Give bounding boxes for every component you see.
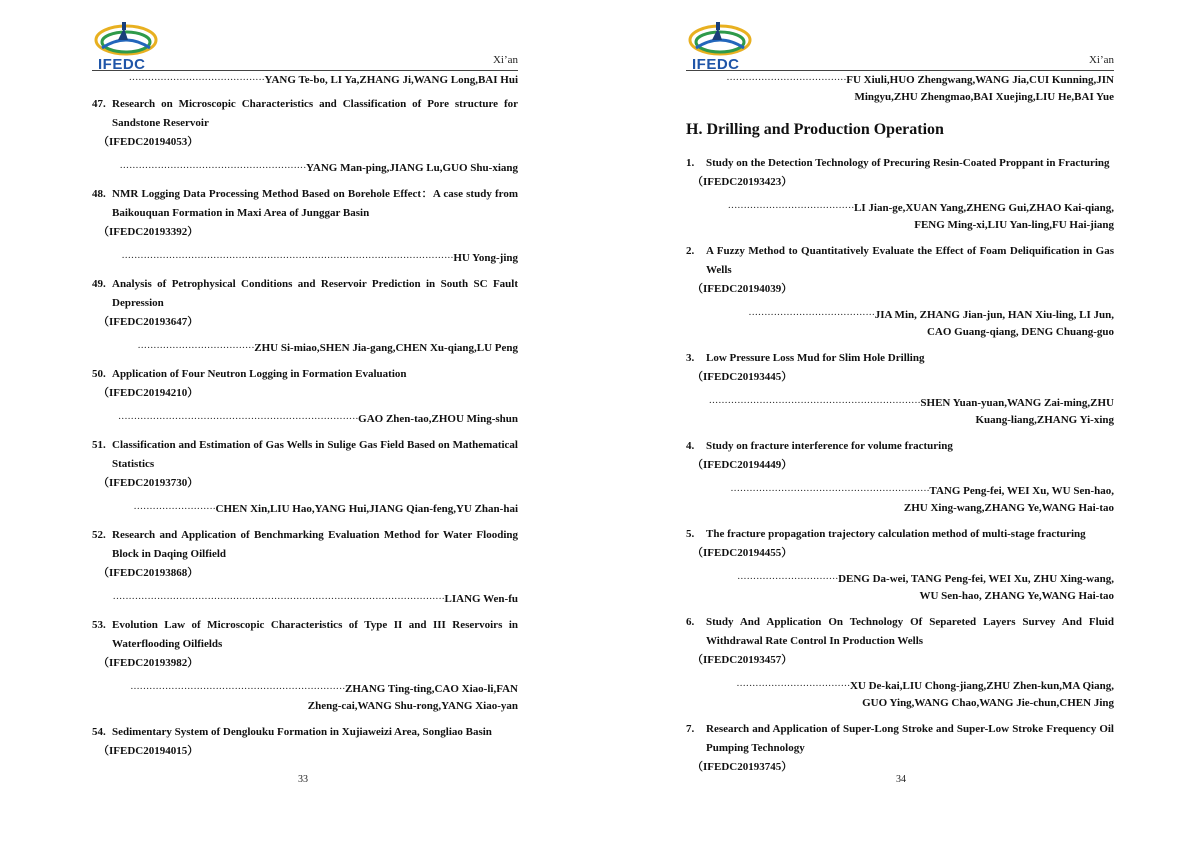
author-names: GAO Zhen-tao,ZHOU Ming-shun: [358, 413, 518, 425]
leader-dots: ·········································································································: [121, 252, 454, 264]
entry-title: [92, 616, 518, 654]
author-line: [686, 412, 1114, 429]
author-names: YANG Man-ping,JIANG Lu,GUO Shu-xiang: [305, 162, 518, 174]
entry-title: [686, 154, 1114, 173]
author-line: [92, 698, 518, 715]
entry: [686, 525, 1114, 605]
entry-number: 47.: [92, 98, 106, 110]
entry-code: （IFEDC20193423）: [692, 176, 793, 188]
entry-code: （IFEDC20193730）: [98, 477, 199, 489]
entry-title-text: Low Pressure Loss Mud for Slim Hole Drilling: [706, 352, 925, 364]
author-names: ZHU Xing-wang,ZHANG Ye,WANG Hai-tao: [903, 502, 1114, 514]
entry-number: 7.: [686, 723, 695, 735]
author-block: [92, 681, 518, 715]
logo-emblem-icon: [686, 18, 754, 58]
entry-number: 5.: [686, 528, 695, 540]
leader-dots: ································: [736, 573, 839, 585]
entry-code: （IFEDC20194210）: [98, 387, 199, 399]
author-block: [686, 200, 1114, 234]
author-line: [686, 483, 1114, 500]
entry-code: （IFEDC20194015）: [98, 745, 199, 757]
entry-number: 48.: [92, 188, 106, 200]
entry-title: [92, 436, 518, 474]
page-content: [92, 72, 518, 761]
author-line: [686, 307, 1114, 324]
entry-title-text: Research and Application of Super-Long Stroke and Super-Low Stroke Frequency Oil Pumping Technology: [706, 723, 1114, 754]
author-line: [686, 89, 1114, 106]
leader-dots: ·······························································: [730, 485, 930, 497]
author-line: [686, 588, 1114, 605]
ifedc-logo: [686, 18, 754, 74]
author-line: [92, 411, 518, 428]
author-line: [686, 695, 1114, 712]
leader-dots: ···········································: [128, 74, 265, 86]
entry-number: 49.: [92, 278, 106, 290]
leader-dots: ·········································································································: [112, 593, 445, 605]
author-names: ZHANG Ting-ting,CAO Xiao-li,FAN: [345, 683, 518, 695]
entry-title-text: The fracture propagation trajectory calculation method of multi-stage fracturing: [706, 528, 1086, 540]
entry-title: [686, 525, 1114, 544]
leader-dots: ········································: [748, 309, 875, 321]
entry-code: （IFEDC20194449）: [692, 459, 793, 471]
author-line: [92, 72, 518, 89]
leader-dots: ··························: [133, 503, 216, 515]
author-block: [686, 678, 1114, 712]
author-names: TANG Peng-fei, WEI Xu, WU Sen-hao,: [929, 485, 1114, 497]
entry-title: [92, 365, 518, 384]
leader-dots: ···························································: [119, 162, 306, 174]
entry-number: 52.: [92, 529, 106, 541]
entry-title: [686, 349, 1114, 368]
entry: [686, 437, 1114, 517]
entry-title-text: NMR Logging Data Processing Method Based on Borehole Effect：A case study from Baikouquan Formation in Maxi Area of Junggar Basin: [112, 188, 518, 219]
author-block: [92, 411, 518, 428]
author-block: [686, 395, 1114, 429]
entry: [92, 275, 518, 357]
entry-number: 6.: [686, 616, 695, 628]
author-names: LI Jian-ge,XUAN Yang,ZHENG Gui,ZHAO Kai-qiang,: [854, 202, 1114, 214]
entry-title: [686, 242, 1114, 280]
author-block: [686, 571, 1114, 605]
entry-number: 54.: [92, 726, 106, 738]
leader-dots: ········································: [727, 202, 855, 214]
author-names: XU De-kai,LIU Chong-jiang,ZHU Zhen-kun,MA Qiang,: [849, 680, 1114, 692]
leader-dots: ····································: [736, 680, 850, 692]
logo-emblem-icon: [92, 18, 160, 58]
entry-number: 3.: [686, 352, 695, 364]
entry: [92, 436, 518, 518]
author-names: ZHU Si-miao,SHEN Jia-gang,CHEN Xu-qiang,LU Peng: [254, 342, 518, 354]
entry: [92, 526, 518, 608]
author-names: HU Yong-jing: [453, 252, 518, 264]
entry: [92, 365, 518, 428]
entry-title: [686, 437, 1114, 456]
author-line: [92, 681, 518, 698]
entry-number: 2.: [686, 245, 695, 257]
author-line: [92, 501, 518, 518]
author-block: [92, 250, 518, 267]
page-content: [686, 72, 1114, 777]
entry: [92, 95, 518, 177]
entry-title: [686, 613, 1114, 651]
leader-dots: ····································································: [129, 683, 346, 695]
entry-number: 51.: [92, 439, 106, 451]
entry-title-text: Study on the Detection Technology of Precuring Resin-Coated Proppant in Fracturing: [706, 157, 1110, 169]
section-title: H. Drilling and Production Operation: [686, 121, 944, 138]
header-rule: [92, 70, 518, 71]
author-line: [92, 160, 518, 177]
header-rule: [686, 70, 1114, 71]
author-line: [686, 200, 1114, 217]
author-line: [92, 250, 518, 267]
entry-code: （IFEDC20193647）: [98, 316, 199, 328]
entry-code: （IFEDC20193457）: [692, 654, 793, 666]
entry-code: （IFEDC20193868）: [98, 567, 199, 579]
entry-code: （IFEDC20194039）: [692, 283, 793, 295]
entry-title-text: Research on Microscopic Characteristics and Classification of Pore structure for Sandstone Reservoir: [112, 98, 518, 129]
leader-dots: ············································································: [117, 413, 359, 425]
leader-dots: ·····································: [137, 342, 255, 354]
entry-title: [92, 275, 518, 313]
author-names: FENG Ming-xi,LIU Yan-ling,FU Hai-jiang: [914, 219, 1114, 231]
author-names: YANG Te-bo, LI Ya,ZHANG Ji,WANG Long,BAI Hui: [264, 74, 518, 86]
right-page: [596, 0, 1192, 842]
author-line: [92, 591, 518, 608]
entry-code: （IFEDC20193392）: [98, 226, 199, 238]
entry-title-text: Sedimentary System of Denglouku Formation in Xujiaweizi Area, Songliao Basin: [112, 726, 492, 738]
entry: [686, 349, 1114, 429]
author-names: DENG Da-wei, TANG Peng-fei, WEI Xu, ZHU Xing-wang,: [838, 573, 1114, 585]
author-names: CAO Guang-qiang, DENG Chuang-guo: [926, 326, 1114, 338]
author-line: [686, 217, 1114, 234]
entry-title-text: Analysis of Petrophysical Conditions and Reservoir Prediction in South SC Fault Depression: [112, 278, 518, 309]
author-block: [92, 72, 518, 89]
entry-title-text: A Fuzzy Method to Quantitatively Evaluate the Effect of Foam Deliquification in Gas Wells: [706, 245, 1114, 276]
entry-code: （IFEDC20193745）: [692, 761, 793, 773]
entry: [92, 185, 518, 267]
author-block: [92, 501, 518, 518]
logo-text: IFEDC: [692, 56, 740, 73]
author-block: [686, 72, 1114, 106]
author-line: [686, 678, 1114, 695]
entry-title-text: Study on fracture interference for volume fracturing: [706, 440, 953, 452]
entry-number: 50.: [92, 368, 106, 380]
author-block: [92, 591, 518, 608]
entry-code: （IFEDC20193445）: [692, 371, 793, 383]
entry-code: （IFEDC20194053）: [98, 136, 199, 148]
author-line: [686, 571, 1114, 588]
author-names: SHEN Yuan-yuan,WANG Zai-ming,ZHU: [920, 397, 1114, 409]
entry: [92, 723, 518, 761]
entry-title-text: Research and Application of Benchmarking Evaluation Method for Water Flooding Block in Daqing Oilfield: [112, 529, 518, 560]
author-block: [686, 307, 1114, 341]
entry-number: 4.: [686, 440, 695, 452]
entry-title: [92, 526, 518, 564]
page-number: 34: [896, 774, 906, 785]
author-names: JIA Min, ZHANG Jian-jun, HAN Xiu-ling, LI Jun,: [874, 309, 1114, 321]
entry-title: [92, 95, 518, 133]
entry: [92, 616, 518, 715]
entry-title-text: Classification and Estimation of Gas Wells in Sulige Gas Field Based on Mathematical Statistics: [112, 439, 518, 470]
entry-title: [92, 185, 518, 223]
author-names: CHEN Xin,LIU Hao,YANG Hui,JIANG Qian-feng,YU Zhan-hai: [215, 503, 518, 515]
author-line: [686, 324, 1114, 341]
author-names: Zheng-cai,WANG Shu-rong,YANG Xiao-yan: [307, 700, 518, 712]
author-line: [92, 340, 518, 357]
author-line: [686, 395, 1114, 412]
entry: [686, 720, 1114, 777]
author-names: FU Xiuli,HUO Zhengwang,WANG Jia,CUI Kunning,JIN: [846, 74, 1114, 86]
logo-text: IFEDC: [98, 56, 146, 73]
entry-code: （IFEDC20194455）: [692, 547, 793, 559]
leader-dots: ···································································: [708, 397, 921, 409]
author-line: [686, 500, 1114, 517]
author-block: [92, 160, 518, 177]
author-block: [92, 340, 518, 357]
entry-number: 53.: [92, 619, 106, 631]
page-number: 33: [298, 774, 308, 785]
author-names: WU Sen-hao, ZHANG Ye,WANG Hai-tao: [919, 590, 1114, 602]
entry-title-text: Application of Four Neutron Logging in Formation Evaluation: [112, 368, 407, 380]
entry: [686, 242, 1114, 341]
author-names: Mingyu,ZHU Zhengmao,BAI Xuejing,LIU He,BAI Yue: [854, 91, 1114, 103]
author-names: LIANG Wen-fu: [444, 593, 518, 605]
author-names: Kuang-liang,ZHANG Yi-xing: [975, 414, 1114, 426]
entry: [686, 154, 1114, 234]
entry: [686, 613, 1114, 712]
header-city: Xi’an: [1088, 54, 1114, 66]
entry-number: 1.: [686, 157, 695, 169]
ifedc-logo: [92, 18, 160, 74]
header-city: Xi’an: [492, 54, 518, 66]
author-names: GUO Ying,WANG Chao,WANG Jie-chun,CHEN Jing: [862, 697, 1114, 709]
entry-title-text: Evolution Law of Microscopic Characteristics of Type II and III Reservoirs in Waterflooding Oilfields: [112, 619, 518, 650]
author-line: [686, 72, 1114, 89]
author-block: [686, 483, 1114, 517]
entry-title: [92, 723, 518, 742]
entry-title-text: Study And Application On Technology Of Separeted Layers Survey And Fluid Withdrawal Rate Control In Production Wells: [706, 616, 1114, 647]
leader-dots: ······································: [726, 74, 847, 86]
entry-code: （IFEDC20193982）: [98, 657, 199, 669]
entry-title: [686, 720, 1114, 758]
